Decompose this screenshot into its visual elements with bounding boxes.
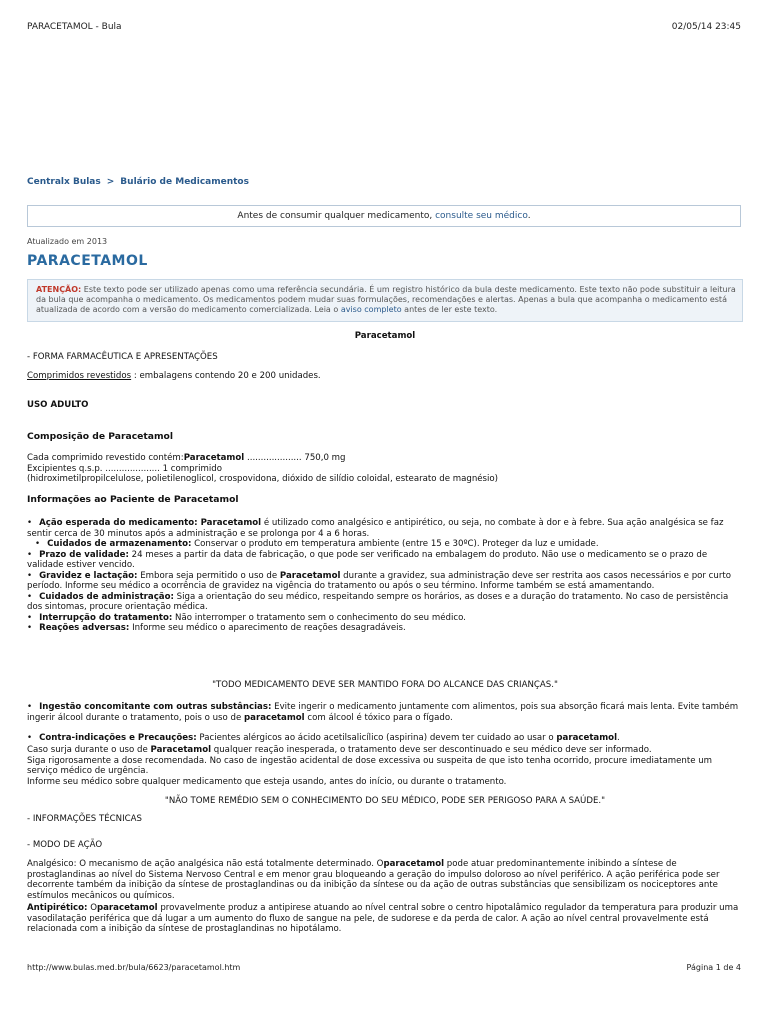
warning-label: ATENÇÃO:: [36, 285, 82, 294]
patient-info-list: [27, 518, 743, 634]
page-title: PARACETAMOL: [27, 253, 148, 269]
composicao-details: [27, 453, 743, 485]
print-header-title: PARACETAMOL - Bula: [27, 22, 122, 32]
presentation-label: Comprimidos revestidos: [27, 371, 132, 381]
list-item: • Cuidados de administração: Siga a orientação do seu médico, respeitando sempre os horários, as doses e a duração do tratamento. No caso de persistência dos sintomas, procure orientação médica.: [27, 592, 743, 613]
breadcrumb-home-link[interactable]: Centralx Bulas: [27, 177, 101, 187]
print-header-datetime: 02/05/14 23:45: [671, 22, 741, 32]
antipyretic-paragraph: Antipirético: Oparacetamol provavelmente produz a antipirese atuando ao nível central sobre o centro hipotalâmico regulador da temperatura para produzir uma vasodilatação periférica que dá lugar a um aumento do fluxo de sangue na pele, de sudorese e da perda de calor. A ação ao nível central provavelmente está relacionada com a inibição da síntese de prostaglandinas no hipotálamo.: [27, 903, 739, 934]
list-item: • Reações adversas: Informe seu médico o aparecimento de reações desagradáveis.: [27, 623, 743, 634]
doctor-notice: [27, 205, 741, 227]
comp-line-3: (hidroximetilpropilcelulose, polietilenoglicol, crospovidona, dióxido de silídio coloidal, estearato de magnésio): [27, 474, 499, 484]
list-item: • Cuidados de armazenamento: Conservar o produto em temperatura ambiente (entre 15 e 30ºC). Proteger da luz e umidade.: [27, 539, 743, 550]
section-forma: - FORMA FARMACÊUTICA E APRESENTAÇÕES: [27, 352, 218, 362]
quote-children: "TODO MEDICAMENTO DEVE SER MANTIDO FORA DO ALCANCE DAS CRIANÇAS.": [212, 680, 558, 690]
analgesic-paragraph: Analgésico: O mecanismo de ação analgésica não está totalmente determinado. Oparacetamol pode atuar predominantemente inibindo a síntese de prostaglandinas ao nível do Sistema Nervoso Central e em menor grau bloqueando a geração do impulso doloroso ao nível periférico. A ação periférica pode ser decorrente também da inibição da síntese de prostaglandinas ou da inibição da síntese ou da ação de outras substâncias que sensibilizam os nociceptores ante estímulos mecânicos ou químicos.: [27, 859, 720, 901]
comp-line-1: Cada comprimido revestido contém:Paracetamol .................... 750,0 mg: [27, 453, 346, 463]
notice-end: .: [527, 211, 531, 221]
updated-date: Atualizado em 2013: [27, 237, 108, 246]
list-item: • Gravidez e lactação: Embora seja permitido o uso de Paracetamol durante a gravidez, sua administração deve ser restrita aos casos necessários e por curto período. Informe seu médico a ocorrência de gravidez na vigência do tratamento ou após o seu término. Informe também se está amamentando.: [27, 571, 743, 592]
info-title: Informações ao Paciente de Paracetamol: [27, 494, 239, 505]
list-item: • Prazo de validade: 24 meses a partir da data de fabricação, o que pode ser verificado na embalagem do produto. Não use o medicamento se o prazo de validade estiver vencido.: [27, 550, 743, 571]
precautions-text: Caso surja durante o uso de Paracetamol qualquer reação inesperada, o tratamento deve ser descontinuado e seu médico deve ser informado. Siga rigorosamente a dose recomendada. No caso de ingestão acidental de dose excessiva ou suspeita de que isto tenha ocorrido, procure imediatamente um serviço médico de urgência. Informe seu médico sobre qualquer medicamento que esteja usando, antes do início, ou durante o tratamento.: [27, 745, 713, 787]
breadcrumb-bulario-link[interactable]: Bulário de Medicamentos: [120, 177, 249, 187]
warning-end: antes de ler este texto.: [401, 305, 498, 314]
footer-page: Página 1 de 4: [686, 963, 741, 972]
consult-doctor-link[interactable]: consulte seu médico: [435, 211, 528, 221]
warning-box: [27, 279, 743, 322]
precautions-item: • Contra-indicações e Precauções: Pacientes alérgicos ao ácido acetilsalicílico (aspirina) devem ter cuidado ao usar o paracetamol.: [27, 733, 743, 744]
section-modo: - MODO DE AÇÃO: [27, 840, 103, 850]
full-notice-link[interactable]: aviso completo: [340, 305, 402, 314]
section-tecnicas: - INFORMAÇÕES TÉCNICAS: [27, 814, 142, 824]
quote-doctor: "NÃO TOME REMÉDIO SEM O CONHECIMENTO DO SEU MÉDICO, PODE SER PERIGOSO PARA A SAÚDE.": [164, 796, 606, 806]
list-item: • Interrupção do tratamento: Não interromper o tratamento sem o conhecimento do seu médico.: [27, 613, 743, 624]
footer-url: http://www.bulas.med.br/bula/6623/paracetamol.htm: [27, 963, 241, 972]
presentation-line: [27, 371, 743, 382]
interaction-item: • Ingestão concomitante com outras substâncias: Evite ingerir o medicamento juntamente com alimentos, pois sua absorção ficará mais lenta. Evite também ingerir álcool durante o tratamento, pois o uso de paracetamol com álcool é tóxico para o fígado.: [27, 702, 743, 723]
content-heading: Paracetamol: [354, 331, 416, 341]
breadcrumb: [27, 177, 249, 187]
breadcrumb-separator: >: [106, 177, 115, 187]
presentation-text: : embalagens contendo 20 e 200 unidades.: [131, 371, 321, 381]
uso-adulto: USO ADULTO: [27, 400, 89, 410]
comp-line-2: Excipientes q.s.p. .................... 1 comprimido: [27, 463, 222, 474]
list-item: • Ação esperada do medicamento: Paracetamol é utilizado como analgésico e antipirético, ou seja, no combate à dor e à febre. Sua ação analgésica se faz sentir cerca de 30 minutos após a administração e se prolonga por 4 a 6 horas.: [27, 518, 743, 539]
composicao-title: Composição de Paracetamol: [27, 431, 174, 442]
warning-text: Este texto pode ser utilizado apenas como uma referência secundária. É um registro histórico da bula deste medicamento. Este texto não pode substituir a leitura da bula que acompanha o medicamento. Os medicamentos podem mudar suas formulações, recomendações e alertas. Apenas a bula que acompanha o medicamento está atualizada de acordo com a versão do medicamento comercializada. Leia o: [36, 285, 736, 314]
notice-text: Antes de consumir qualquer medicamento,: [237, 211, 436, 221]
